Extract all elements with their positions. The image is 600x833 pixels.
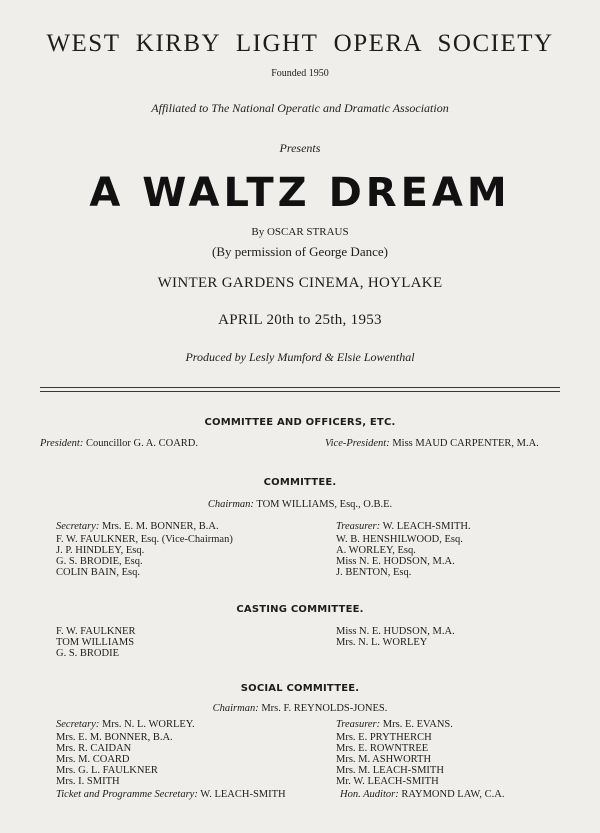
committee-secretary-line (56, 522, 219, 533)
ticket-secretary-name: W. LEACH-SMITH (200, 789, 286, 800)
casting-left-list (56, 626, 135, 659)
list-item: Mrs. M. LEACH-SMITH (336, 765, 444, 776)
list-item: COLIN BAIN, Esq. (56, 567, 140, 578)
list-item: Mrs. E. M. BONNER, B.A. (56, 732, 173, 743)
list-item: F. W. FAULKNER (56, 626, 136, 637)
vice-president-name: Miss MAUD CARPENTER, M.A. (392, 438, 539, 449)
social-treasurer-line (336, 720, 453, 731)
ticket-secretary-line (56, 790, 286, 801)
president-line (40, 439, 198, 450)
author-line: By OSCAR STRAUS (251, 226, 349, 238)
divider-rule (40, 391, 560, 392)
chairman-name: Mrs. F. REYNOLDS-JONES. (261, 703, 388, 714)
auditor-name: RAYMOND LAW, C.A. (401, 789, 505, 800)
treasurer-name: Mrs. E. EVANS. (382, 719, 453, 730)
list-item: Mrs. R. CAIDAN (56, 743, 132, 754)
casting-right-list (336, 626, 455, 648)
affiliation-line: Affiliated to The National Operatic and Dramatic Association (151, 101, 449, 115)
president-label: President: (40, 438, 84, 449)
section-heading: SOCIAL COMMITTEE. (240, 683, 360, 694)
founded-year: Founded 1950 (271, 68, 329, 79)
dates-line: APRIL 20th to 25th, 1953 (218, 312, 382, 328)
divider-rule (40, 387, 560, 388)
list-item: A. WORLEY, Esq. (336, 545, 416, 556)
list-item: W. B. HENSHILWOOD, Esq. (336, 534, 463, 545)
venue-line: WINTER GARDENS CINEMA, HOYLAKE (157, 275, 443, 291)
ticket-secretary-label: Ticket and Programme Secretary: (56, 789, 198, 800)
committee-right-list (336, 534, 463, 578)
list-item: Mrs. E. PRYTHERCH (336, 732, 432, 743)
list-item: Mrs. M. COARD (56, 754, 130, 765)
list-item: G. S. BRODIE, Esq. (56, 556, 143, 567)
social-left-list (56, 732, 173, 787)
secretary-label: Secretary: (56, 719, 100, 730)
section-heading: COMMITTEE AND OFFICERS, ETC. (204, 417, 396, 428)
list-item: J. BENTON, Esq. (336, 567, 412, 578)
list-item: J. P. HINDLEY, Esq. (56, 545, 145, 556)
list-item: G. S. BRODIE (56, 648, 120, 659)
production-title: A WALTZ DREAM (89, 170, 511, 216)
treasurer-name: W. LEACH-SMITH. (382, 521, 471, 532)
section-heading: COMMITTEE. (263, 477, 337, 488)
permission-line: (By permission of George Dance) (212, 244, 388, 259)
president-name: Councillor G. A. COARD. (85, 438, 198, 449)
list-item: F. W. FAULKNER, Esq. (Vice-Chairman) (56, 534, 233, 545)
social-chairman-line (0, 704, 600, 715)
auditor-line (340, 790, 504, 801)
list-item: Mrs. I. SMITH (56, 776, 120, 787)
treasurer-label: Treasurer: (336, 719, 381, 730)
list-item: TOM WILLIAMS (56, 637, 135, 648)
society-name: WEST KIRBY LIGHT OPERA SOCIETY (46, 30, 554, 57)
social-right-list (336, 732, 444, 787)
chairman-name: TOM WILLIAMS, Esq., O.B.E. (256, 499, 393, 510)
secretary-label: Secretary: (56, 521, 100, 532)
secretary-name: Mrs. N. L. WORLEY. (101, 719, 195, 730)
list-item: Miss N. E. HUDSON, M.A. (336, 626, 455, 637)
list-item: Mrs. M. ASHWORTH (336, 754, 432, 765)
presents-line: Presents (279, 141, 321, 155)
list-item: Mr. W. LEACH-SMITH (336, 776, 439, 787)
producers-line: Produced by Lesly Mumford & Elsie Lowenthal (185, 350, 415, 364)
committee-left-list (56, 534, 233, 578)
auditor-label: Hon. Auditor: (340, 789, 399, 800)
secretary-name: Mrs. E. M. BONNER, B.A. (101, 521, 219, 532)
list-item: Miss N. E. HODSON, M.A. (336, 556, 455, 567)
committee-chairman-line (0, 500, 600, 511)
committee-treasurer-line (336, 522, 471, 533)
vice-president-line (325, 439, 539, 450)
vice-president-label: Vice-President: (325, 438, 390, 449)
section-heading: CASTING COMMITTEE. (236, 604, 364, 615)
chairman-label: Chairman: (212, 703, 259, 714)
social-secretary-line (56, 720, 195, 731)
chairman-label: Chairman: (207, 499, 254, 510)
list-item: Mrs. N. L. WORLEY (336, 637, 428, 648)
treasurer-label: Treasurer: (336, 521, 381, 532)
list-item: Mrs. G. L. FAULKNER (56, 765, 158, 776)
list-item: Mrs. E. ROWNTREE (336, 743, 429, 754)
